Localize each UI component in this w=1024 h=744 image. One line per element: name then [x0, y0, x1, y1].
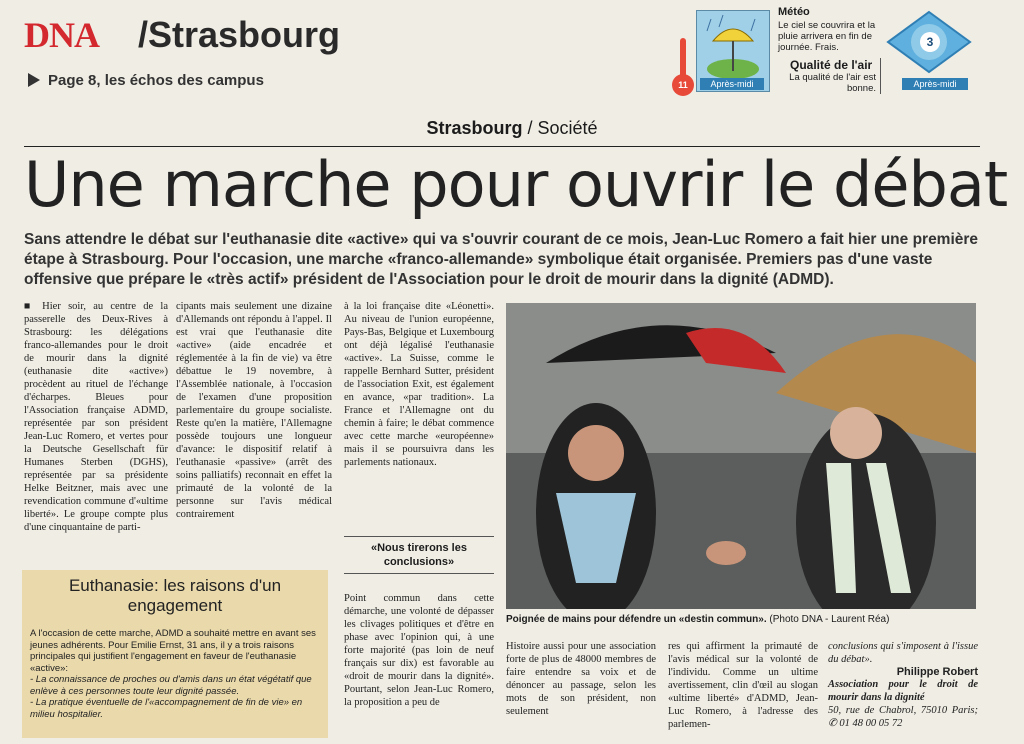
section-heading	[0, 118, 1024, 139]
caption-text: Poignée de mains pour défendre un «destin commun».	[506, 614, 767, 625]
section-main: Strasbourg	[426, 118, 523, 138]
caption-credit: (Photo DNA - Laurent Réa)	[766, 614, 890, 625]
lead-paragraph: Sans attendre le débat sur l'euthanasie dite «active» qui va s'ouvrir courant de ce mois, Jean-Luc Romero a fait hier une première étape à Strasbourg. Pour l'occasion, une marche «franco-allemande» symbolique était organisée. Premiers pas d'une vaste offensive que prépare le «très actif» président de l'Association pour le droit de mourir dans la dignité (ADMD).	[24, 231, 979, 288]
temperature-value: 11	[672, 74, 694, 96]
divider	[24, 146, 980, 147]
sidebar-title: Euthanasie: les raisons d'un engagement	[68, 576, 282, 615]
teaser-link[interactable]	[28, 72, 264, 89]
author-signature: Philippe Robert	[896, 666, 978, 678]
article-column-3: à la loi française dite «Léonetti». Au niveau de l'union européenne, Pays-Bas, Belgique et Luxembourg ont déjà légalisé l'euthanasie «active». La Suisse, comme le rappelle Bernhard Sutter, président de l'association Exit, est également en avance, «par tradition». La France et l'Allemagne ont du chemin à faire; le débat commence avec cette marche «européenne» mais il se poursuivra dans les parlements nationaux.	[344, 301, 494, 468]
article-column-1: ■ Hier soir, au centre de la passerelle des Deux-Rives à Strasbourg: les délégations franco-allemandes pour le droit de mourir dans la dignité (euthanasie dite «active») procèdent au rituel de l'échange d'écharpes. Bleues pour l'Association française ADMD, représentée par son président Jean-Luc Romero, et vertes pour la Deutsche Gesellschaft für Humanes Sterben (DGHS), représentée par sa présidente Helke Beitzner, mais avec une revendication commune d'«ultime liberté». Le groupe compte plus d'une cinquantaine de parti-	[24, 301, 168, 533]
edition-city: /Strasbourg	[138, 14, 341, 55]
article-column-5: Histoire aussi pour une association forte de plus de 48000 membres de faire entendre sa voix et de dénoncer au passage, selon les mots de son président, non seulement	[506, 641, 656, 717]
article-column-2: cipants mais seulement une dizaine d'Allemands ont répondu à l'appel. Il est vrai que l'euthanasie dite «active» (aide encadrée et réglementée à la fin de vie) va être débattue le 19 novembre, à l'Assemblée nationale, à l'occasion de l'examen d'une proposition parlementaire du groupe socialiste. Reste qu'en la matière, l'Allemagne possède toujours une longueur d'avance: le dispositif relatif à l'euthanasie «passive» (arrêt des soins palliatifs) reconnait en effet la primauté de la volonté de la personne sur l'avis médical contrairement	[176, 301, 332, 520]
air-quality-text: La qualité de l'air est bonne.	[789, 72, 876, 94]
meteo-text: Le ciel se couvrira et la pluie arrivera en fin de journée. Frais.	[778, 20, 876, 53]
air-quality-index: 3	[920, 32, 940, 52]
closing-text: conclusions qui s'imposent à l'issue du débat».	[828, 641, 978, 665]
meteo-title: Météo	[778, 6, 810, 18]
air-quality-title: Qualité de l'air	[790, 58, 873, 72]
section-sub: / Société	[527, 118, 598, 138]
photo-caption	[506, 614, 976, 625]
news-photo	[506, 303, 976, 609]
air-time-label: Après-midi	[902, 78, 968, 90]
subheading-quote: «Nous tirerons les conclusions»	[344, 536, 494, 574]
association-address: 50, rue de Chabrol, 75010 Paris; ✆ 01 48 00 05 72	[828, 705, 978, 729]
sidebar-intro: A l'occasion de cette marche, ADMD a souhaité mettre en avant ses jeunes adhérents. Pour Emilie Ernst, 31 ans, il y a trois raisons principales qui justifient l'engagement en faveur de l'euthanasie «active»:	[30, 628, 316, 674]
weather-time-label: Après-midi	[700, 78, 764, 90]
article-column-6: res qui affirment la primauté de l'avis médical sur la volonté de l'individu. Comme un ultime avertissement, clin d'œil au slogan «ultime liberté» d'ADMD, Jean-Luc Romero, à l'adresse des parlemen-	[668, 641, 818, 730]
sidebar-body	[30, 628, 322, 720]
newspaper-logo: DNA	[24, 15, 99, 55]
sidebar-reason-1: - La connaissance de proches ou d'amis dans un état végétatif que enlève à ces personnes toute leur dignité passée.	[30, 674, 312, 697]
divider	[880, 58, 881, 94]
article-column-4: Point commun dans cette démarche, une volonté de dépasser les clivages politiques et d'être en phase avec l'opinion qui, à une forte majorité (pas loin de neuf français sur dix) est favorable au «droit de mourir dans la dignité». Pourtant, selon Jean-Luc Romero, la proposition a peu de	[344, 593, 494, 708]
arrow-right-icon	[28, 73, 40, 87]
article-column-7	[828, 640, 978, 730]
teaser-text: Page 8, les échos des campus	[48, 72, 264, 89]
headline: Une marche pour ouvrir le débat	[24, 148, 1008, 221]
thermometer-icon	[672, 38, 694, 96]
sidebar-reason-2: - La pratique éventuelle de l'«accompagnement de fin de vie» en milieu hospitalier.	[30, 697, 303, 720]
association-name: Association pour le droit de mourir dans la dignité	[828, 679, 978, 703]
